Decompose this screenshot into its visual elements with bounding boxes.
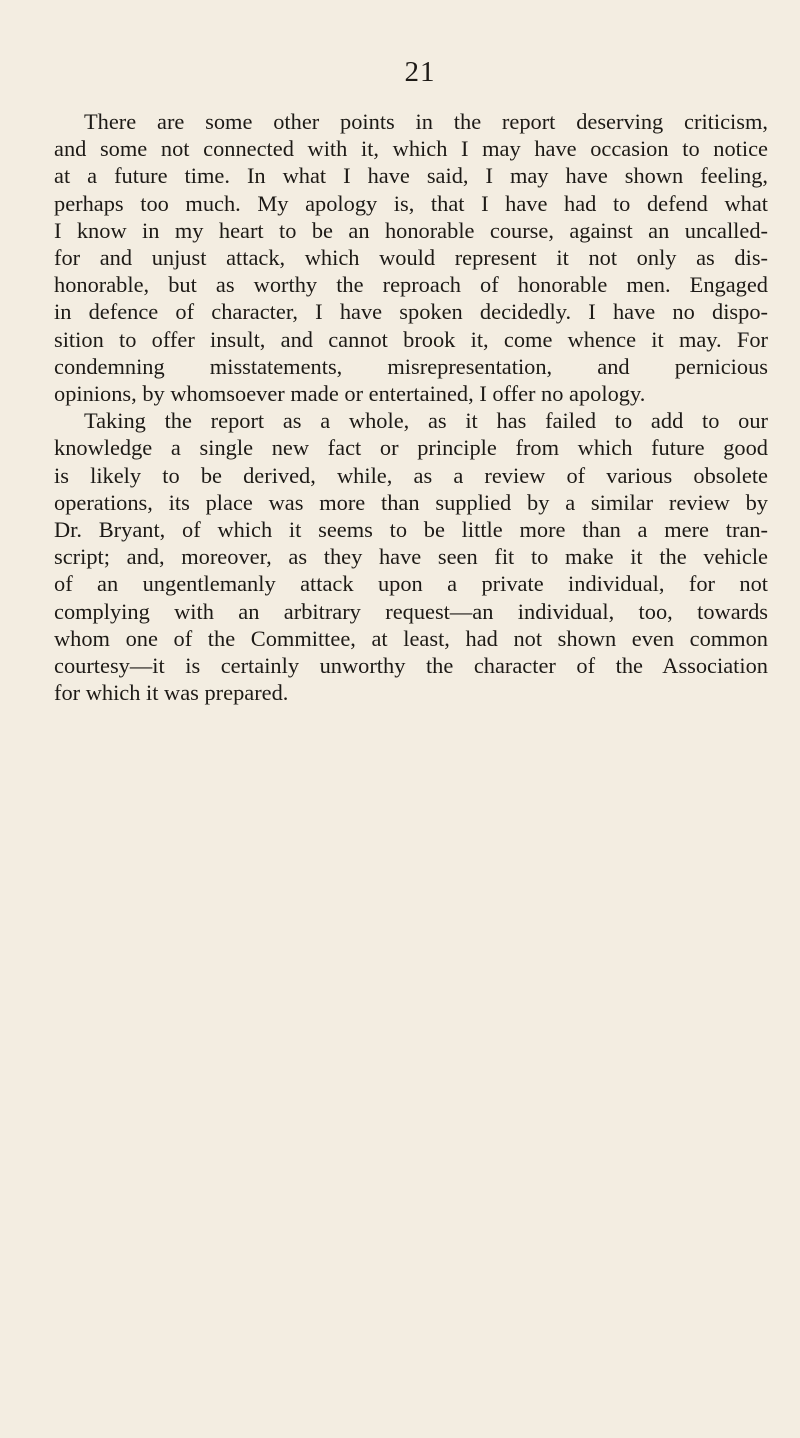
text-line: for and unjust attack, which would represent it not only as dis- (54, 245, 768, 271)
paragraph-2 (54, 407, 768, 706)
text-line: at a future time. In what I have said, I may have shown feeling, (54, 163, 768, 189)
text-line: I know in my heart to be an honorable course, against an uncalled- (54, 217, 768, 243)
text-line: and some not connected with it, which I may have occasion to notice (54, 136, 768, 162)
text-line: There are some other points in the report deserving criticism, (84, 109, 768, 134)
text-line: honorable, but as worthy the reproach of honorable men. Engaged (54, 272, 768, 298)
body-text (54, 108, 768, 706)
text-line: sition to offer insult, and cannot brook it, come whence it may. For (54, 326, 768, 352)
text-line: script; and, moreover, as they have seen fit to make it the vehicle (54, 544, 768, 570)
text-line: knowledge a single new fact or principle from which future good (54, 435, 768, 461)
text-line: Dr. Bryant, of which it seems to be little more than a mere tran- (54, 517, 768, 543)
text-line: condemning misstatements, misrepresentation, and pernicious (54, 353, 768, 379)
text-line: Taking the report as a whole, as it has failed to add to our (84, 408, 768, 434)
text-line: complying with an arbitrary request—an individual, too, towards (54, 598, 768, 624)
text-line: for which it was prepared. (54, 680, 289, 706)
text-line: is likely to be derived, while, as a review of various obsolete (54, 462, 768, 488)
text-line: whom one of the Committee, at least, had not shown even common (54, 625, 768, 651)
text-line: perhaps too much. My apology is, that I have had to defend what (54, 190, 768, 216)
paragraph-1 (54, 108, 768, 407)
text-line: courtesy—it is certainly unworthy the character of the Association (54, 653, 768, 679)
text-line: of an ungentlemanly attack upon a private individual, for not (54, 571, 768, 597)
text-line: operations, its place was more than supplied by a similar review by (54, 489, 768, 515)
text-line: in defence of character, I have spoken decidedly. I have no dispo- (54, 299, 768, 325)
text-line: opinions, by whomsoever made or entertained, I offer no apology. (54, 381, 646, 407)
page-number: 21 (404, 56, 436, 88)
